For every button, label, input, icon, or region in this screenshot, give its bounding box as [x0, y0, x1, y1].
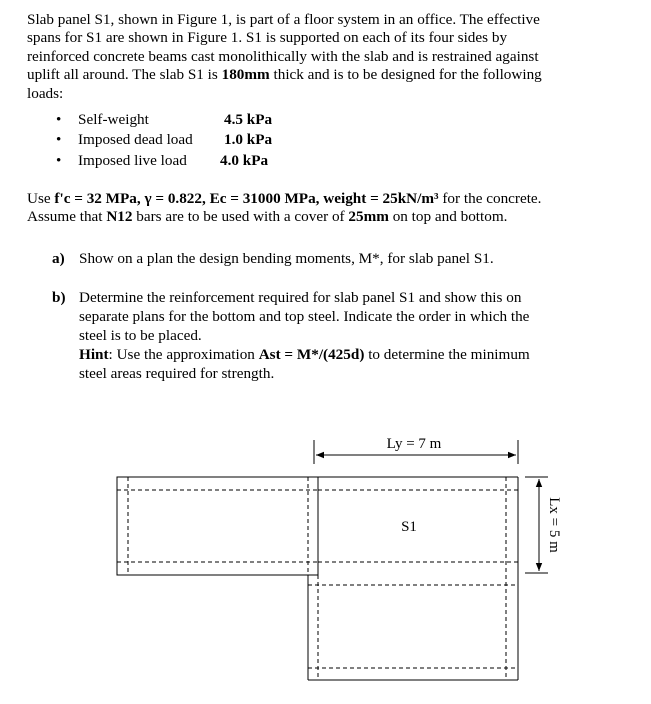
materials-line2-post: on top and bottom. [388, 208, 508, 226]
lx-label: Lx = 5 m [546, 497, 562, 553]
bottom-panel [308, 575, 518, 680]
hint-post: to determine the minimum [364, 346, 530, 363]
ly-label: Ly = 7 m [386, 436, 442, 452]
intro-line-5: loads: [27, 84, 64, 102]
materials-line2-pre: Assume that [27, 208, 107, 226]
question-b-line-1: Determine the reinforcement required for slab panel S1 and show this on [79, 289, 522, 306]
materials-post: for the concrete. [438, 190, 542, 207]
bullet-icon: • [56, 152, 62, 169]
question-b-line-2: separate plans for the bottom and top steel. Indicate the order in which the [79, 308, 530, 325]
ly-dimension [314, 436, 518, 464]
question-a-text: Show on a plan the design bending moments, M*, for slab panel S1. [79, 250, 494, 267]
question-b-line-3: steel is to be placed. [79, 327, 202, 344]
shared-beam [308, 477, 318, 680]
bar-size: N12 [106, 208, 133, 226]
material-properties: f'c = 32 MPa, γ = 0.822, Ec = 31000 MPa, weight = 25kN/m³ [54, 190, 439, 207]
intro-line-3: reinforced concrete beams cast monolithically with the slab and is restrained against [27, 47, 539, 65]
intro-line-4-pre: uplift all around. The slab S1 is [27, 66, 222, 84]
load-value: 1.0 kPa [224, 131, 273, 148]
hint-label: Hint [79, 346, 109, 363]
lx-dimension [525, 477, 562, 573]
bullet-icon: • [56, 111, 62, 128]
hint-line-2: steel areas required for strength. [79, 365, 275, 382]
load-label: Self-weight [78, 111, 149, 128]
intro-line-4-post: thick and is to be designed for the following [269, 66, 542, 84]
left-panel-outline [117, 477, 318, 575]
load-label: Imposed dead load [78, 131, 193, 148]
question-b-label: b) [52, 289, 66, 306]
intro-line-1: Slab panel S1, shown in Figure 1, is part of a floor system in an office. The effective [27, 11, 540, 28]
left-panel [117, 477, 318, 575]
question-a-label: a) [52, 250, 65, 267]
load-label: Imposed live load [78, 152, 187, 169]
hint-pre: : Use the approximation [108, 346, 259, 363]
panel-label: S1 [401, 519, 417, 535]
slab-thickness: 180mm [221, 66, 270, 84]
materials-pre: Use [27, 190, 55, 207]
cover-value: 25mm [348, 208, 389, 226]
bullet-icon: • [56, 131, 62, 148]
hint-formula: Ast = M*/(425d) [258, 346, 365, 363]
load-value: 4.5 kPa [224, 111, 273, 128]
intro-line-2: spans for S1 are shown in Figure 1. S1 is supported on each of its four sides by [27, 29, 508, 47]
materials-line2-mid: bars are to be used with a cover of [132, 208, 349, 226]
s1-panel [318, 477, 518, 680]
load-value: 4.0 kPa [220, 152, 269, 169]
